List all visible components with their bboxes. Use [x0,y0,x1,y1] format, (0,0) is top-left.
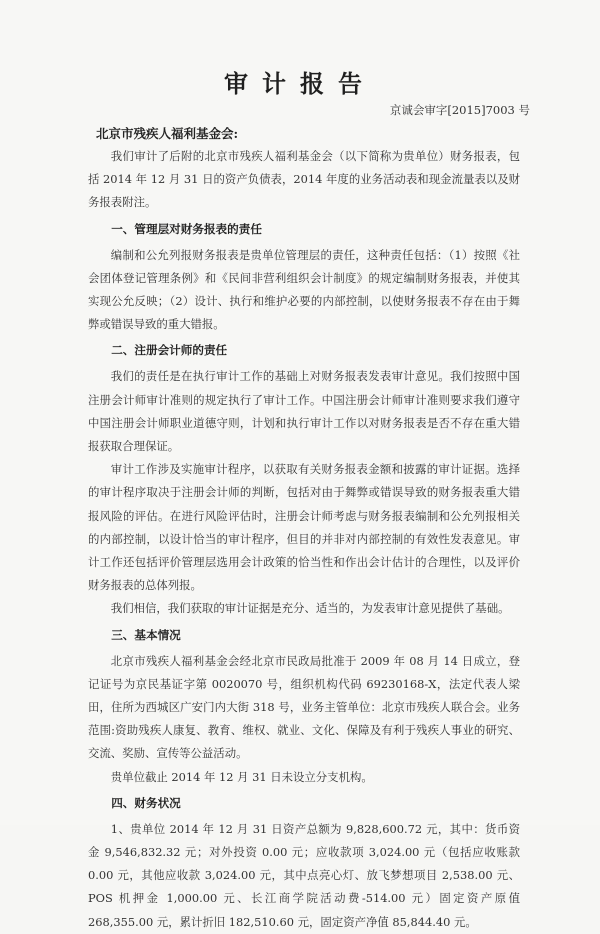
section-heading-financial-status: 四、财务状况 [111,795,181,810]
paragraph-audit-procedures: 审计工作涉及实施审计程序，以获取有关财务报表金额和披露的审计证据。选择的审计程序取决于注册会计师的判断，包括对由于舞弊或错误导致的财务报表重大错报风险的评估。在进行风险评估时，注册会计师考虑与财务报表编制和公允列报相关的内部控制，以设计恰当的审计程序，但目的并非对内部控制的有效性发表意见。审计工作还包括评价管理层选用会计政策的恰当性和作出会计估计的合理性，以及评价财务报表的总体列报。 [88,462,520,593]
addressee: 北京市残疾人福利基金会: [96,126,239,141]
section-heading-auditor: 二、注册会计师的责任 [111,343,228,358]
paragraph-auditor-responsibility: 我们的责任是在执行审计工作的基础上对财务报表发表审计意见。我们按照中国注册会计师审计准则的规定执行了审计工作。中国注册会计师审计准则要求我们遵守中国注册会计师职业道德守则，计划和执行审计工作以对财务报表是否不存在重大错报获取合理保证。 [88,369,520,454]
paragraph-basic-info: 北京市残疾人福利基金会经北京市民政局批准于 2009 年 08 月 14 日成立，登记证号为京民基证字第 0020070 号，组织机构代码 69230168-X，法定代表人梁田，住所为西城区广安门内大街 318 号，业务主管单位：北京市残疾人联合会。业务范围:资助残疾人康复、教育、维权、就业、文化、保障及有利于残疾人事业的研究、交流、奖励、宣传等公益活动。 [88,653,520,761]
paragraph-management-responsibility: 编制和公允列报财务报表是贵单位管理层的责任，这种责任包括：（1）按照《社会团体登记管理条例》和《民间非营利组织会计制度》的规定编制财务报表，并使其实现公允反映；（2）设计、执行和维护必要的内部控制，以使财务报表不存在由于舞弊或错误导致的重大错报。 [88,247,520,332]
intro-paragraph: 我们审计了后附的北京市残疾人福利基金会（以下简称为贵单位）财务报表，包括 2014 年 12 月 31 日的资产负债表，2014 年度的业务活动表和现金流量表以及财务报表附注。 [88,149,520,210]
paragraph-audit-evidence: 我们相信，我们获取的审计证据是充分、适当的，为发表审计意见提供了基础。 [110,601,510,616]
reference-number: 京诚会审字[2015]7003 号 [389,103,530,117]
paragraph-branches: 贵单位截止 2014 年 12 月 31 日未设立分支机构。 [110,769,373,784]
section-heading-management: 一、管理层对财务报表的责任 [111,221,262,236]
section-heading-basic-info: 三、基本情况 [111,627,181,642]
page-title: 审计报告 [224,69,376,98]
report-body [88,145,520,934]
paragraph-financial-status: 1、贵单位 2014 年 12 月 31 日资产总额为 9,828,600.72 元，其中：货币资金 9,546,832.32 元；对外投资 0.00 元；应收款项 3,024.00 元（包括应收账款 0.00 元，其他应收款 3,024.00 元，其中点亮心灯、放飞梦想项目 2,538.00 元、POS 机押金 1,000.00 元、长江商学院活动费-514.00 元）固定资产原值 268,355.00 元，累计折旧 182,510.60 元，固定资产净值 85,844.40 元。 [88,821,520,929]
